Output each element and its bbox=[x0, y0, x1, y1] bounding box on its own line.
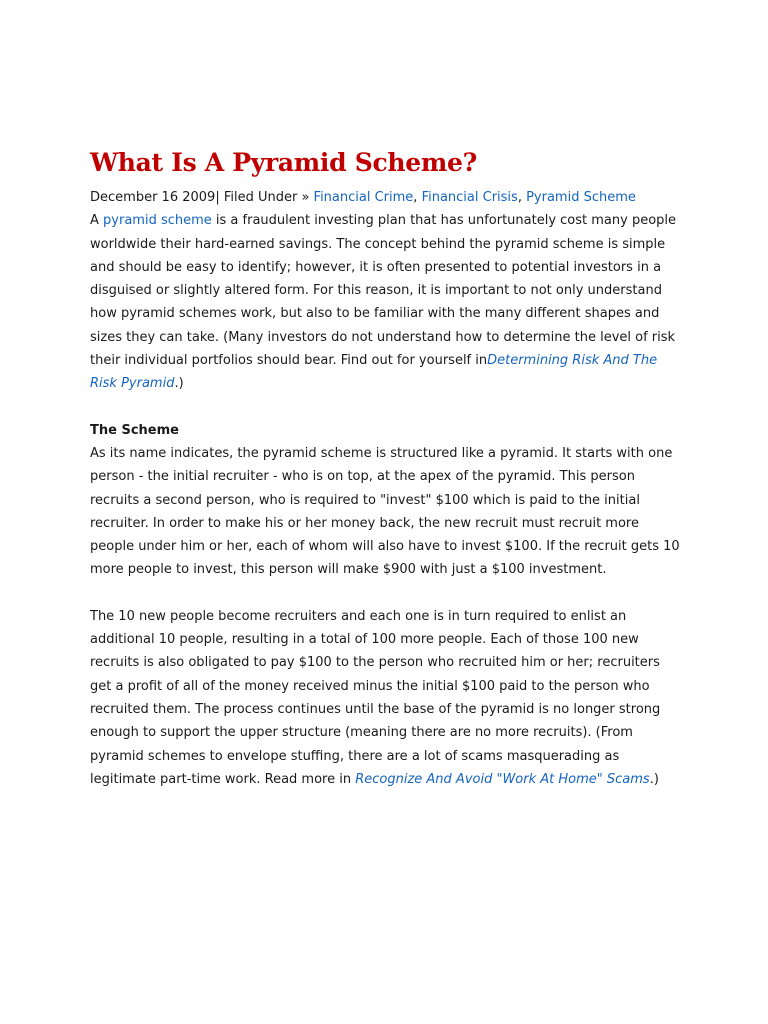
intro-paragraph bbox=[90, 209, 680, 395]
pyramid-scheme-link[interactable]: pyramid scheme bbox=[103, 213, 212, 229]
scheme-paragraph-1: As its name indicates, the pyramid scheme is structured like a pyramid. It starts with one person - the initial recruiter - who is on top, at the apex of the pyramid. This person recruits a second person, who is required to "invest" $100 which is paid to the initial recruiter. In order to make his or her money back, the new recruit must recruit more people under him or her, each of whom will also have to invest $100. If the recruit gets 10 more people to invest, this person will make $900 with just a $100 investment. bbox=[90, 445, 680, 578]
article-meta bbox=[90, 186, 680, 209]
article-title: What Is A Pyramid Scheme? bbox=[90, 148, 477, 177]
filed-under-label: | Filed Under » bbox=[215, 190, 314, 205]
article bbox=[90, 145, 680, 791]
category-separator: , bbox=[517, 190, 527, 205]
intro-body-text: is a fraudulent investing plan that has unfortunately cost many people worldwide their hard-earned savings. The concept behind the pyramid scheme is simple and should be easy to identify; however, it is often presented to potential investors in a disguised or slightly altered form. For this reason, it is important to not only understand how pyramid schemes work, but also to be familiar with the many different shapes and sizes they can take. (Many investors do not understand how to determine the level of risk their individual portfolios should bear. Find out for yourself in bbox=[90, 213, 677, 369]
section-heading-the-scheme: The Scheme bbox=[90, 422, 179, 438]
paragraph-2-body-text: The 10 new people become recruiters and each one is in turn required to enlist an additional 10 people, resulting in a total of 100 more people. Each of those 100 new recruits is also obligated to pay $100 to the person who recruited him or her; recruiters get a profit of all of the money received minus the initial $100 paid to the person who recruited them. The process continues until the base of the pyramid is no longer strong enough to support the upper structure (meaning there are no more recruits). (From pyramid schemes to envelope stuffing, there are a lot of scams masquerading as legitimate part-time work. Read more in bbox=[90, 608, 661, 787]
intro-close-text: .) bbox=[174, 376, 184, 392]
category-link-financial-crime[interactable]: Financial Crime bbox=[313, 190, 414, 205]
intro-lead-text: A bbox=[90, 213, 104, 229]
risk-pyramid-link[interactable]: Determining Risk And The Risk Pyramid bbox=[90, 353, 658, 392]
work-at-home-scams-link[interactable]: Recognize And Avoid "Work At Home" Scams bbox=[355, 771, 650, 787]
article-date: December 16 2009 bbox=[90, 190, 216, 205]
category-link-pyramid-scheme[interactable]: Pyramid Scheme bbox=[526, 190, 636, 205]
category-link-financial-crisis[interactable]: Financial Crisis bbox=[421, 190, 518, 205]
paragraph-2-close-text: .) bbox=[649, 771, 659, 787]
scheme-paragraph-2 bbox=[90, 605, 680, 791]
category-separator: , bbox=[413, 190, 422, 205]
